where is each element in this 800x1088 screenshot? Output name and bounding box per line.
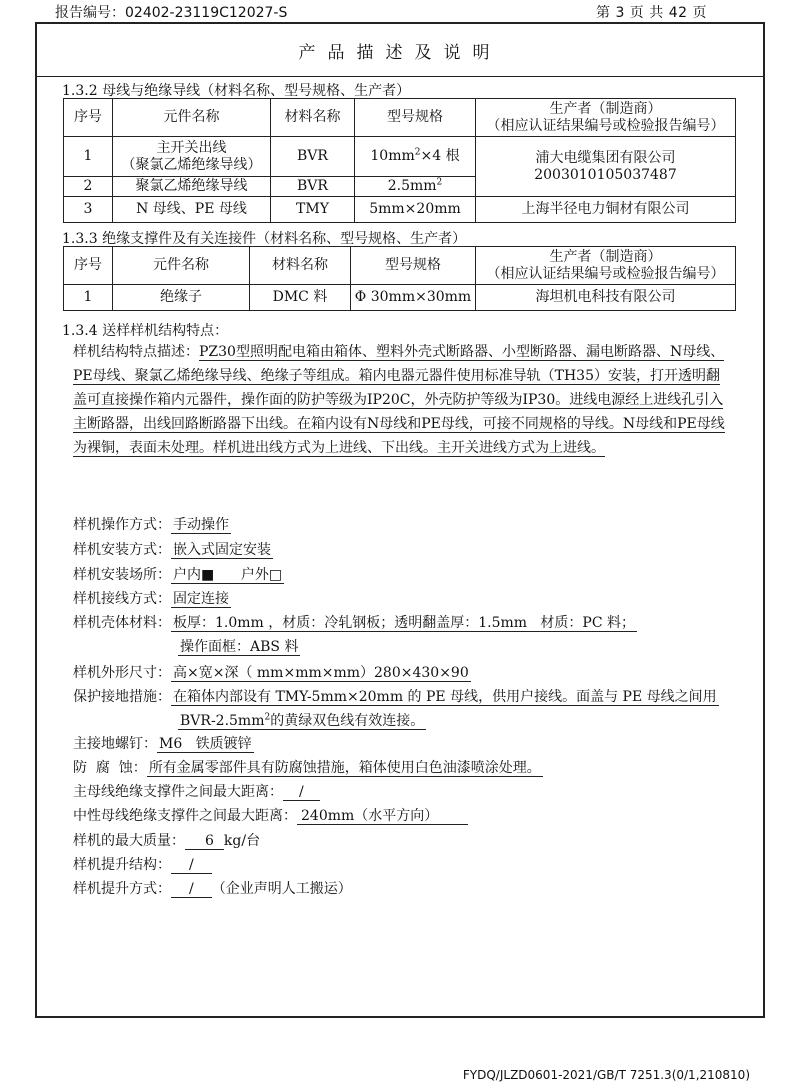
screw-value: M6 铁质镀锌 (159, 736, 252, 752)
col-spec: 型号规格 (351, 247, 476, 285)
desc-line (73, 340, 763, 364)
lift-method-value: / (171, 881, 212, 898)
size-label: 样机外形尺寸： (73, 665, 171, 681)
t2-no: 1 (64, 285, 113, 311)
screw-label: 主接地螺钉： (73, 736, 157, 752)
page-indicator: 第 3 页 共 42 页 (596, 5, 707, 21)
op-value: 手动操作 (173, 517, 229, 533)
row3-name: N 母线、PE 母线 (113, 197, 271, 223)
col-name: 元件名称 (113, 247, 250, 285)
row2-spec-sup: 2 (436, 177, 443, 188)
col-maker-line2: （相应认证结果编号或检验报告编号） (486, 265, 725, 282)
prop-lift-structure (73, 856, 212, 874)
col-no: 序号 (64, 99, 113, 137)
row1-spec-value: 10mm (370, 148, 415, 164)
t2-spec: Φ 30mm×30mm (351, 285, 476, 311)
document-frame (35, 22, 765, 1018)
ground-value-2sup: 2 (264, 712, 271, 723)
place-label: 样机安装场所： (73, 567, 171, 583)
lift-struct-value: / (171, 857, 212, 874)
t2-name: 绝缘子 (113, 285, 250, 311)
ground-value-2b: 的黄绿双色线有效连接。 (270, 713, 425, 729)
row3-no: 3 (64, 197, 113, 223)
row1-no: 1 (64, 137, 113, 177)
shell-value-1: 板厚：1.0mm ，材质：冷轧钢板；透明翻盖厚：1.5mm 材质：PC 料； (173, 615, 636, 631)
desc-text-3: 盖可直接操作箱内元器件，操作面的防护等级为IP20C，外壳防护等级为IP30。进线电源经上进线孔引入 (73, 392, 724, 408)
row2-no: 2 (64, 177, 113, 197)
prop-install (73, 541, 273, 559)
t2-maker: 海坦机电科技有限公司 (476, 285, 736, 311)
row12-maker-cert: 2003010105037487 (534, 166, 677, 183)
lift-struct-label: 样机提升结构： (73, 857, 171, 873)
mass-unit: kg/台 (223, 833, 261, 849)
lift-method-note: （企业声明人工搬运） (211, 881, 352, 897)
col-maker-line2: （相应认证结果编号或检验报告编号） (486, 117, 725, 134)
wiring-value: 固定连接 (173, 591, 229, 607)
shell-value-2: 操作面框：ABS 料 (180, 639, 299, 655)
main-dist-value: / (283, 784, 320, 801)
col-maker-line1: 生产者（制造商） (549, 100, 662, 117)
row3-maker: 上海半径电力铜材有限公司 (476, 197, 736, 223)
col-material: 材料名称 (271, 99, 355, 137)
structure-description (73, 340, 763, 460)
desc-text-5: 为裸铜，表面未处理。样机进出线方式为上进线、下出线。主开关进线方式为上进线。 (73, 440, 605, 456)
row1-spec-tail: ×4 根 (420, 148, 460, 164)
shell-label: 样机壳体材料： (73, 615, 171, 631)
size-value: 高×宽×深（ mm×mm×mm）280×430×90 (173, 665, 469, 681)
ground-label: 保护接地措施： (73, 689, 171, 705)
lift-method-label: 样机提升方式： (73, 881, 171, 897)
row12-maker (476, 137, 736, 197)
ground-value-2a: BVR-2.5mm (180, 713, 265, 729)
row1-name (113, 137, 271, 177)
t2-material: DMC 料 (250, 285, 351, 311)
ground-value-1: 在箱体内部设有 TMY-5mm×20mm 的 PE 母线，供用户接线。面盖与 PE 母线之间用 (173, 689, 717, 705)
desc-line (73, 364, 763, 388)
desc-line (73, 436, 763, 460)
col-spec: 型号规格 (355, 99, 476, 137)
op-label: 样机操作方式： (73, 517, 171, 533)
prop-wiring (73, 590, 231, 608)
col-maker-line1: 生产者（制造商） (549, 248, 662, 265)
busbar-table (63, 98, 736, 223)
desc-line (73, 388, 763, 412)
table-header-row (64, 247, 736, 285)
row2-spec-value: 2.5mm (387, 178, 437, 194)
col-no: 序号 (64, 247, 113, 285)
col-maker (476, 247, 736, 285)
desc-label: 样机结构特点描述： (73, 344, 199, 360)
row12-maker-name: 浦大电缆集团有限公司 (535, 149, 676, 166)
install-label: 样机安装方式： (73, 542, 171, 558)
row2-material: BVR (271, 177, 355, 197)
prop-place (73, 566, 284, 584)
desc-text-4: 主断路器，出线回路断路器下出线。在箱内设有N母线和PE母线，可接不同规格的导线。N母线和PE母线 (73, 416, 725, 432)
row1-material: BVR (271, 137, 355, 177)
neutral-dist-value: 240mm（水平方向） (297, 808, 468, 825)
install-value: 嵌入式固定安装 (173, 542, 271, 558)
table-row (64, 285, 736, 311)
title-bar (37, 24, 763, 77)
main-dist-label: 主母线绝缘支撑件之间最大距离： (73, 784, 283, 800)
form-code: FYDQ/JLZD0601-2021/GB/T 7251.3(0/1,210810) (462, 1068, 750, 1082)
prop-size (73, 664, 471, 682)
mass-label: 样机的最大质量： (73, 833, 185, 849)
section-1-3-3: 1.3.3 绝缘支撑件及有关连接件（材料名称、型号规格、生产者） (62, 231, 467, 247)
section-1-3-2: 1.3.2 母线与绝缘导线（材料名称、型号规格、生产者） (62, 83, 411, 99)
row1-spec-sup: 2 (414, 147, 421, 158)
col-material: 材料名称 (250, 247, 351, 285)
prop-neutral-dist (73, 807, 468, 825)
row3-spec: 5mm×20mm (355, 197, 476, 223)
row2-name: 聚氯乙烯绝缘导线 (113, 177, 271, 197)
neutral-dist-label: 中性母线绝缘支撑件之间最大距离： (73, 808, 297, 824)
prop-mass (73, 832, 260, 850)
prop-corrosion (73, 759, 543, 777)
col-maker (476, 99, 736, 137)
prop-operation (73, 516, 231, 534)
col-name: 元件名称 (113, 99, 271, 137)
table-row (64, 197, 736, 223)
row2-spec (355, 177, 476, 197)
insulator-table (63, 246, 736, 311)
row1-name-line1: 主开关出线 (156, 139, 227, 156)
prop-screw (73, 735, 254, 753)
table-row (64, 137, 736, 177)
corr-value: 所有金属零部件具有防腐蚀措施，箱体使用白色油漆喷涂处理。 (148, 760, 541, 776)
mass-value: 6 (185, 833, 224, 850)
desc-text-1: PZ30型照明配电箱由箱体、塑料外壳式断路器、小型断路器、漏电断路器、N母线、 (199, 344, 725, 360)
row3-material: TMY (271, 197, 355, 223)
report-number: 报告编号：02402-23119C12027-S (55, 5, 288, 21)
prop-ground (73, 688, 719, 706)
place-value: 户内■ 户外□ (173, 567, 283, 583)
prop-shell (73, 614, 637, 632)
table-header-row (64, 99, 736, 137)
page-title: 产品描述及说明 (298, 42, 502, 63)
prop-lift-method (73, 880, 352, 898)
wiring-label: 样机接线方式： (73, 591, 171, 607)
corr-label: 防 腐 蚀： (73, 760, 147, 776)
desc-text-2: PE母线、聚氯乙烯绝缘导线、绝缘子等组成。箱内电器元器件使用标准导轨（TH35）安装，打开透明翻 (73, 368, 720, 384)
prop-main-dist (73, 783, 320, 801)
section-1-3-4: 1.3.4 送样样机结构特点： (62, 323, 229, 339)
prop-shell-2 (178, 638, 300, 656)
row1-name-line2: （聚氯乙烯绝缘导线） (121, 156, 262, 173)
row1-spec (355, 137, 476, 177)
desc-line (73, 412, 763, 436)
prop-ground-2 (178, 712, 426, 730)
